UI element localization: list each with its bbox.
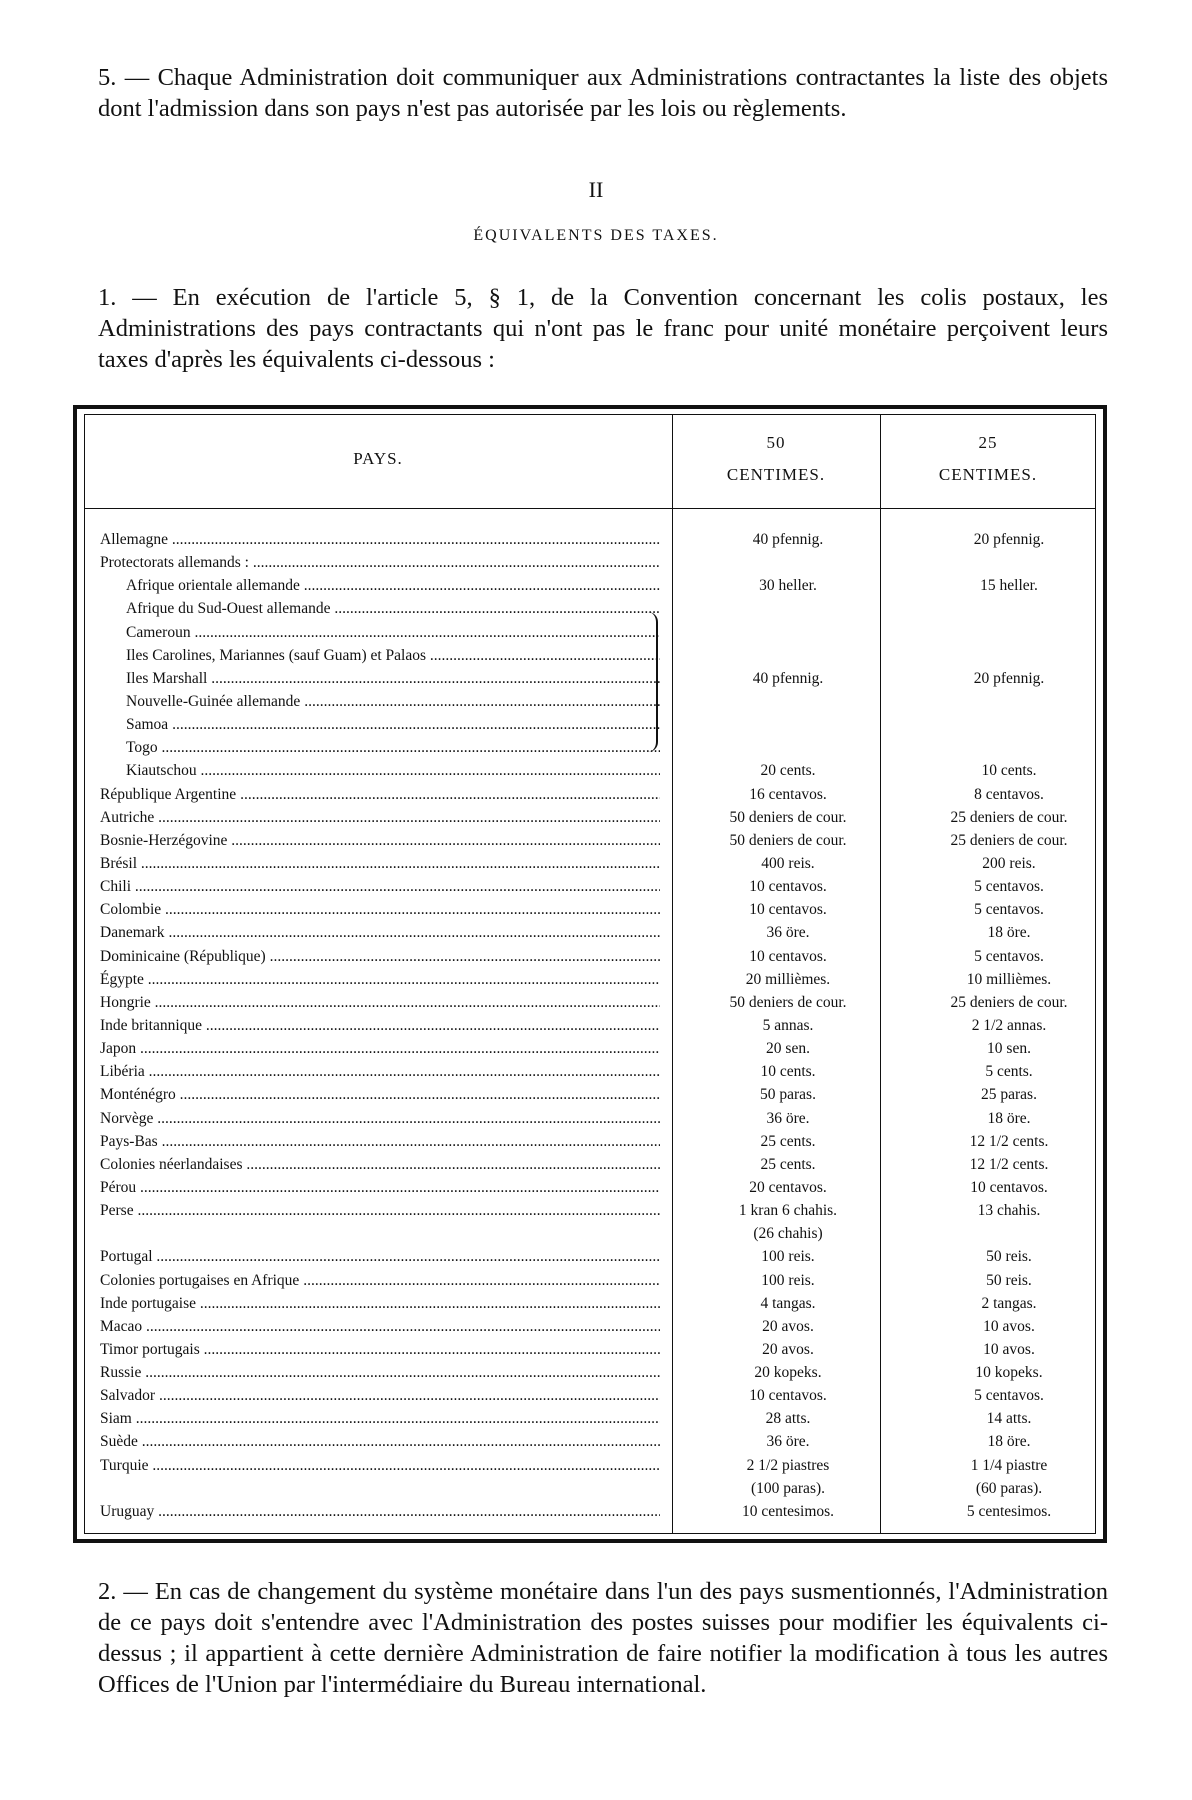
country-name: Colonies néerlandaises .....	[100, 1153, 660, 1176]
table-row	[100, 1037, 1096, 1060]
value-25-centimes: 10 sen.	[987, 1040, 1031, 1058]
country-name: Dominicaine (République) .....	[100, 945, 660, 968]
value-50-centimes: 25 cents.	[760, 1132, 816, 1150]
country-name: Perse .....	[100, 1199, 660, 1222]
value-50-centimes: 20 millièmes.	[745, 970, 831, 988]
table-row	[100, 852, 1096, 875]
value-50-centimes: 40 pfennig.	[752, 669, 824, 687]
table-row	[100, 1361, 1096, 1384]
country-name: Iles Carolines, Mariannes (sauf Guam) et Palaos .....	[126, 644, 660, 667]
country-name: Nouvelle-Guinée allemande .....	[126, 690, 660, 713]
country-name: Protectorats allemands : .....	[100, 551, 660, 574]
value-25-centimes: 5 centavos.	[974, 878, 1044, 896]
country-name: Colonies portugaises en Afrique .....	[100, 1269, 660, 1292]
table-row	[100, 1222, 1096, 1245]
table-row	[100, 898, 1096, 921]
table-row	[100, 1107, 1096, 1130]
country-name: Hongrie .....	[100, 991, 660, 1014]
table-row	[100, 875, 1096, 898]
country-name: Timor portugais .....	[100, 1338, 660, 1361]
value-25-centimes: 12 1/2 cents.	[969, 1132, 1049, 1150]
table-row	[100, 1060, 1096, 1083]
section-title: ÉQUIVALENTS DES TAXES.	[473, 227, 719, 244]
table-row	[100, 667, 1096, 690]
table-row	[100, 1292, 1096, 1315]
header-country: PAYS.	[353, 449, 403, 468]
value-50-centimes: 20 sen.	[766, 1040, 810, 1058]
country-name: Afrique du Sud-Ouest allemande .....	[126, 597, 660, 620]
header-divider	[84, 508, 1096, 509]
value-25-centimes: 18 öre.	[987, 924, 1031, 942]
value-50-centimes: 16 centavos.	[749, 785, 827, 803]
value-50-centimes: 100 reis.	[761, 1271, 815, 1289]
value-25-centimes: 13 chahis.	[977, 1202, 1041, 1220]
country-name: Turquie .....	[100, 1454, 660, 1477]
table-row	[100, 1176, 1096, 1199]
country-name: Chili .....	[100, 875, 660, 898]
table-row	[100, 736, 1096, 759]
country-name: Autriche .....	[100, 806, 660, 829]
value-50-centimes: 1 kran 6 chahis.	[738, 1202, 838, 1220]
table-row	[100, 991, 1096, 1014]
value-50-centimes: 50 deniers de cour.	[729, 831, 847, 849]
value-50-centimes: 20 kopeks.	[754, 1364, 822, 1382]
paragraph-2: 2. — En cas de changement du système monétaire dans l'un des pays susmentionnés, l'Administration de ce pays doit s'entendre avec l'Administration des postes suisses pour modifier les équivalents ci-dessus ; il appartient à cette dernière Administration de faire notifier la modification à tous les autres Offices de l'Union par l'intermédiaire du Bureau international.	[98, 1578, 1108, 1698]
table-row	[100, 1500, 1096, 1523]
value-25-centimes: 2 tangas.	[981, 1294, 1037, 1312]
value-50-centimes: 100 reis.	[761, 1248, 815, 1266]
header-50-number: 50	[766, 433, 786, 452]
value-25-centimes: 15 heller.	[980, 577, 1038, 595]
value-50-centimes: 30 heller.	[759, 577, 817, 595]
value-25-centimes: 20 pfennig.	[973, 669, 1045, 687]
table-row	[100, 1454, 1096, 1477]
country-name: Libéria .....	[100, 1060, 660, 1083]
table-row	[100, 968, 1096, 991]
value-50-centimes: 20 avos.	[762, 1340, 814, 1358]
table-row	[100, 1083, 1096, 1106]
table-row	[100, 783, 1096, 806]
value-25-centimes: 5 centavos.	[974, 1387, 1044, 1405]
table-row	[100, 1384, 1096, 1407]
country-name: Samoa .....	[126, 713, 660, 736]
value-50-centimes: 25 cents.	[760, 1155, 816, 1173]
table-row	[100, 621, 1096, 644]
country-name: Monténégro .....	[100, 1083, 660, 1106]
country-name: République Argentine .....	[100, 783, 660, 806]
country-name: Danemark .....	[100, 921, 660, 944]
value-25-centimes: 8 centavos.	[974, 785, 1044, 803]
value-50-centimes: 20 centavos.	[749, 1178, 827, 1196]
section-number: II	[588, 177, 604, 202]
country-name: Suède .....	[100, 1430, 660, 1453]
table-row	[100, 551, 1096, 574]
value-50-centimes: 10 centesimos.	[741, 1502, 835, 1520]
value-50-centimes: 10 centavos.	[749, 1387, 827, 1405]
table-row	[100, 597, 1096, 620]
table-row	[100, 759, 1096, 782]
country-name: Égypte .....	[100, 968, 660, 991]
value-50-centimes: 36 öre.	[766, 1433, 810, 1451]
value-25-centimes: 20 pfennig.	[973, 531, 1045, 548]
value-50-centimes: 40 pfennig.	[752, 531, 824, 548]
country-name: Allemagne .....	[100, 528, 660, 551]
country-name: Russie .....	[100, 1361, 660, 1384]
value-50-centimes: 10 cents.	[760, 1063, 816, 1081]
country-name: Colombie .....	[100, 898, 660, 921]
value-50-centimes: 36 öre.	[766, 924, 810, 942]
paragraph-1: 1. — En exécution de l'article 5, § 1, de la Convention concernant les colis postaux, les Administrations des pays contractants qui n'ont pas le franc pour unité monétaire perçoivent leurs taxes d'après les équivalents ci-dessous :	[98, 284, 1108, 373]
country-name: Pérou .....	[100, 1176, 660, 1199]
value-25-centimes: 18 öre.	[987, 1433, 1031, 1451]
value-50-centimes: 10 centavos.	[749, 947, 827, 965]
table-body	[100, 528, 1096, 1523]
value-25-centimes: 1 1/4 piastre	[970, 1456, 1048, 1474]
value-50-centimes: 400 reis.	[761, 854, 815, 872]
value-25-centimes: 25 deniers de cour.	[950, 993, 1068, 1011]
table-row	[100, 829, 1096, 852]
value-25-centimes: 18 öre.	[987, 1109, 1031, 1127]
intro-paragraph: 5. — Chaque Administration doit communiquer aux Administrations contractantes la liste des objets dont l'admission dans son pays n'est pas autorisée par les lois ou règlements.	[98, 64, 1108, 122]
value-50-centimes: 2 1/2 piastres	[746, 1456, 830, 1474]
value-25-centimes: 5 centesimos.	[966, 1502, 1052, 1520]
value-25-centimes: 14 atts.	[986, 1410, 1032, 1428]
country-name: Portugal .....	[100, 1245, 660, 1268]
table-row	[100, 921, 1096, 944]
country-name: Inde britannique .....	[100, 1014, 660, 1037]
value-25-centimes: 25 deniers de cour.	[950, 808, 1068, 826]
table-row	[100, 574, 1096, 597]
table-row	[100, 1199, 1096, 1222]
table-row	[100, 1269, 1096, 1292]
country-name: Uruguay .....	[100, 1500, 660, 1523]
value-50-centimes: 50 deniers de cour.	[729, 993, 847, 1011]
header-25-unit: CENTIMES.	[938, 465, 1038, 484]
table-row	[100, 1130, 1096, 1153]
country-name: Togo .....	[126, 736, 660, 759]
value-25-centimes: (60 paras).	[975, 1479, 1043, 1497]
country-name: Kiautschou .....	[126, 759, 660, 782]
table-row	[100, 1407, 1096, 1430]
value-25-centimes: 200 reis.	[982, 854, 1036, 872]
country-name: Bosnie-Herzégovine .....	[100, 829, 660, 852]
table-row	[100, 1014, 1096, 1037]
value-25-centimes: 10 millièmes.	[966, 970, 1052, 988]
value-50-centimes: 10 centavos.	[749, 878, 827, 896]
value-50-centimes: (100 paras).	[750, 1479, 826, 1497]
value-25-centimes: 5 centavos.	[974, 901, 1044, 919]
value-50-centimes: (26 chahis)	[753, 1225, 823, 1243]
value-50-centimes: 4 tangas.	[760, 1294, 816, 1312]
table-row	[100, 1430, 1096, 1453]
value-25-centimes: 25 deniers de cour.	[950, 831, 1068, 849]
country-name: Salvador .....	[100, 1384, 660, 1407]
value-50-centimes: 50 paras.	[760, 1086, 816, 1104]
table-row	[100, 1338, 1096, 1361]
country-name: Cameroun .....	[126, 621, 660, 644]
value-25-centimes: 50 reis.	[986, 1248, 1032, 1266]
value-25-centimes: 10 centavos.	[970, 1178, 1048, 1196]
country-name: Siam .....	[100, 1407, 660, 1430]
table-row	[100, 713, 1096, 736]
header-25-number: 25	[978, 433, 998, 452]
value-25-centimes: 2 1/2 annas.	[971, 1016, 1047, 1034]
country-name: Macao .....	[100, 1315, 660, 1338]
country-name: Afrique orientale allemande .....	[126, 574, 660, 597]
table-row	[100, 690, 1096, 713]
value-50-centimes: 20 avos.	[762, 1317, 814, 1335]
value-25-centimes: 10 avos.	[983, 1317, 1035, 1335]
value-50-centimes: 5 annas.	[762, 1016, 814, 1034]
table-row	[100, 1315, 1096, 1338]
table-row	[100, 644, 1096, 667]
value-25-centimes: 10 avos.	[983, 1340, 1035, 1358]
country-name: Inde portugaise .....	[100, 1292, 660, 1315]
value-25-centimes: 5 centavos.	[974, 947, 1044, 965]
value-25-centimes: 25 paras.	[981, 1086, 1037, 1104]
value-25-centimes: 10 kopeks.	[975, 1364, 1043, 1382]
value-50-centimes: 36 öre.	[766, 1109, 810, 1127]
country-name: Japon .....	[100, 1037, 660, 1060]
value-50-centimes: 28 atts.	[765, 1410, 811, 1428]
value-25-centimes: 5 cents.	[985, 1063, 1033, 1081]
country-name: Norvège .....	[100, 1107, 660, 1130]
country-name: Iles Marshall .....	[126, 667, 660, 690]
value-25-centimes: 12 1/2 cents.	[969, 1155, 1049, 1173]
value-50-centimes: 50 deniers de cour.	[729, 808, 847, 826]
table-row	[100, 806, 1096, 829]
table-row	[100, 945, 1096, 968]
value-25-centimes: 10 cents.	[981, 762, 1037, 780]
value-50-centimes: 20 cents.	[760, 762, 816, 780]
table-row	[100, 528, 1096, 551]
table-row	[100, 1153, 1096, 1176]
country-name: Pays-Bas .....	[100, 1130, 660, 1153]
value-50-centimes: 10 centavos.	[749, 901, 827, 919]
table-row	[100, 1245, 1096, 1268]
country-name: Brésil .....	[100, 852, 660, 875]
header-50-unit: CENTIMES.	[726, 465, 826, 484]
value-25-centimes: 50 reis.	[986, 1271, 1032, 1289]
table-row	[100, 1477, 1096, 1500]
